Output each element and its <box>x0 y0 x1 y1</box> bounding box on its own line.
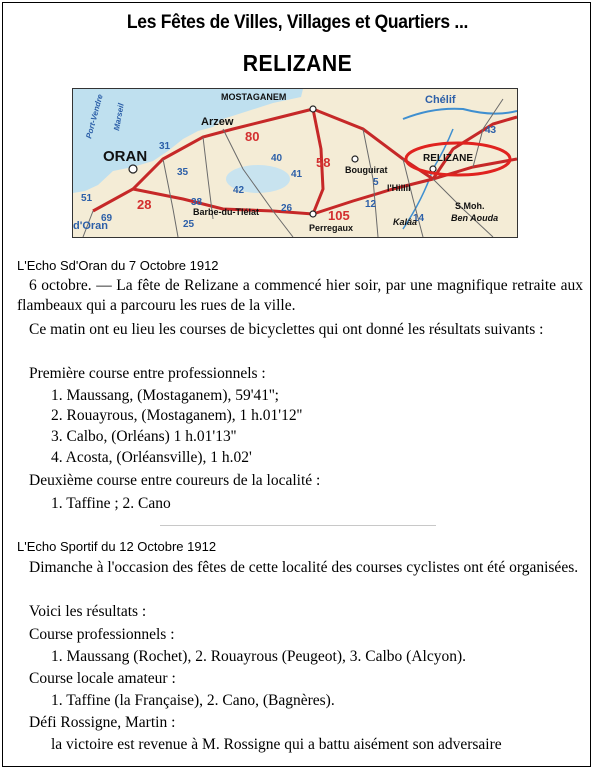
road-map <box>72 88 518 238</box>
map-number-31: 31 <box>159 141 171 152</box>
map-number-69: 69 <box>101 213 113 224</box>
local-race-result: 1. Taffine (la Française), 2. Cano, (Bagnères). <box>51 692 335 709</box>
map-label-benaouda: Ben Aouda <box>451 213 499 223</box>
map-label-chelif: Chélif <box>425 94 456 106</box>
race1-result-3: 3. Calbo, (Orléans) 1 h.01'13'' <box>51 428 237 445</box>
map-number-5: 5 <box>373 177 379 188</box>
map-number-80: 80 <box>245 129 260 144</box>
map-label-barbe: Barbe-du-Tlélat <box>193 207 260 217</box>
race2-title: Deuxième course entre coureurs de la localité : <box>29 472 321 489</box>
map-label-arzew: Arzew <box>201 116 234 128</box>
race1-title: Première course entre professionnels : <box>29 365 266 382</box>
map-label-mostaganem: MOSTAGANEM <box>221 92 287 102</box>
map-label-oran: ORAN <box>103 148 148 165</box>
race1-result-1: 1. Maussang, (Mostaganem), 59'41''; <box>51 387 279 404</box>
map-number-58: 58 <box>316 155 331 170</box>
map-image <box>73 89 517 237</box>
local-race-title: Course locale amateur : <box>29 670 176 687</box>
map-label-relizane: RELIZANE <box>423 153 473 164</box>
map-label-bouguirat: Bouguirat <box>345 165 388 175</box>
results-intro: Voici les résultats : <box>29 603 147 620</box>
town-title: RELIZANE <box>242 50 353 76</box>
map-label-kalaa: Kalâa <box>393 217 418 227</box>
map-number-38: 38 <box>191 197 203 208</box>
map-label-hillil: l'Hillil <box>387 183 411 193</box>
race1-result-2: 2. Rouayrous, (Mostaganem), 1 h.01'12'' <box>51 407 303 424</box>
map-number-43: 43 <box>485 125 497 136</box>
defi-title: Défi Rossigne, Martin : <box>29 714 176 731</box>
map-number-40: 40 <box>271 153 283 164</box>
article1-paragraph-2: Ce matin ont eu lieu les courses de bicyclettes qui ont donné les résultats suivants : <box>29 321 544 338</box>
race1-result-4: 4. Acosta, (Orléansville), 1 h.02' <box>51 449 252 466</box>
article2-paragraph-1: Dimanche à l'occasion des fêtes de cette localité des courses cyclistes ont été organisées. <box>29 559 579 576</box>
map-label-port: Port-Vendre <box>84 93 105 140</box>
divider <box>160 525 436 526</box>
article2-source: L'Echo Sportif du 12 Octobre 1912 <box>17 539 217 554</box>
map-number-41: 41 <box>291 169 303 180</box>
map-label-marseille: Marseil <box>112 102 126 132</box>
race2-result: 1. Taffine ; 2. Cano <box>51 495 171 512</box>
map-number-12: 12 <box>365 199 377 210</box>
map-number-42: 42 <box>233 185 245 196</box>
map-number-35: 35 <box>177 167 189 178</box>
map-number-25: 25 <box>183 219 195 230</box>
map-label-smoh: S.Moh. <box>455 201 485 211</box>
map-number-51: 51 <box>81 193 93 204</box>
map-number-105: 105 <box>328 208 350 223</box>
map-label-doran: d'Oran <box>73 220 109 232</box>
map-number-28: 28 <box>137 197 152 212</box>
pro-race-title: Course professionnels : <box>29 626 175 643</box>
article1-paragraph-1: 6 octobre. — La fête de Relizane a commencé hier soir, par une magnifique retraite aux flambeaux qui a parcouru les rues de la ville. <box>17 277 583 314</box>
map-number-14: 14 <box>413 213 425 224</box>
article1-source: L'Echo Sd'Oran du 7 Octobre 1912 <box>17 258 219 273</box>
map-number-26: 26 <box>281 203 293 214</box>
page-title: Les Fêtes de Villes, Villages et Quartiers ... <box>126 12 469 33</box>
defi-result: la victoire est revenue à M. Rossigne qui a battu aisément son adversaire <box>51 736 502 753</box>
pro-race-result: 1. Maussang (Rochet), 2. Rouayrous (Peugeot), 3. Calbo (Alcyon). <box>51 648 466 665</box>
map-label-perregaux: Perregaux <box>309 223 354 233</box>
